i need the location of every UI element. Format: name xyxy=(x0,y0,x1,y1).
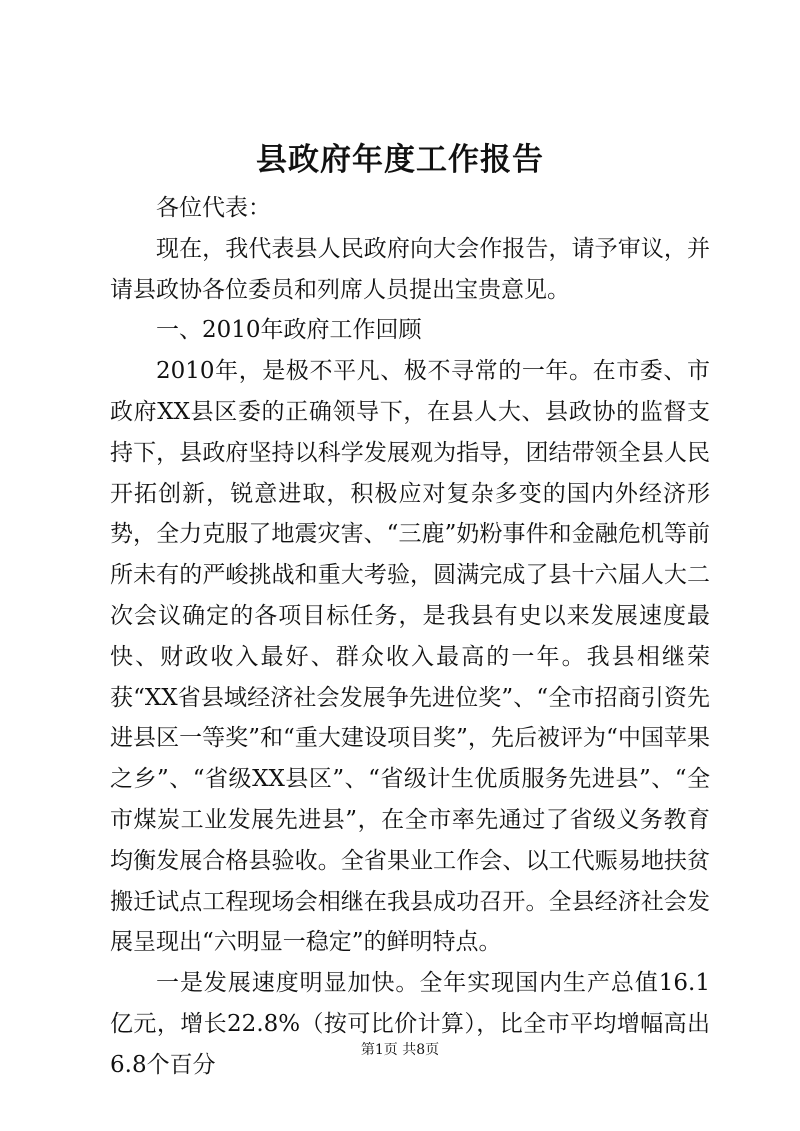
page-footer: 第1页 共8页 xyxy=(360,1042,440,1058)
document-title: 县政府年度工作报告 xyxy=(256,142,544,178)
intro-paragraph: 现在，我代表县人民政府向大会作报告，请予审议，并请县政协各位委员和列席人员提出宝贵意见。 xyxy=(110,235,710,303)
review-paragraph: 2010年，是极不平凡、极不寻常的一年。在市委、市政府XX县区委的正确领导下，在县人大、县政协的监督支持下，县政府坚持以科学发展观为指导，团结带领全县人民开拓创新，锐意进取，积极应对复杂多变的国内外经济形势，全力克服了地震灾害、“三鹿”奶粉事件和金融危机等前所未有的严峻挑战和重大考验，圆满完成了县十六届人大二次会议确定的各项目标任务，是我县有史以来发展速度最快、财政收入最好、群众收入最高的一年。我县相继荣获“XX省县域经济社会发展争先进位奖”、“全市招商引资先进县区一等奖”和“重大建设项目奖”，先后被评为“中国苹果之乡”、“省级XX县区”、“省级计生优质服务先进县”、“全市煤炭工业发展先进县”，在全市率先通过了省级义务教育均衡发展合格县验收。全省果业工作会、以工代赈易地扶贫搬迁试点工程现场会相继在我县成功召开。全县经济社会发展呈现出“六明显一稳定”的鲜明特点。 xyxy=(110,358,710,956)
growth-paragraph: 一是发展速度明显加快。全年实现国内生产总值16.1亿元，增长22.8%（按可比价计算），比全市平均增幅高出6.8个百分 xyxy=(110,970,710,1078)
section-heading: 一、2010年政府工作回顾 xyxy=(156,317,422,344)
salutation-paragraph: 各位代表： xyxy=(156,195,271,221)
document-body xyxy=(110,188,710,1086)
